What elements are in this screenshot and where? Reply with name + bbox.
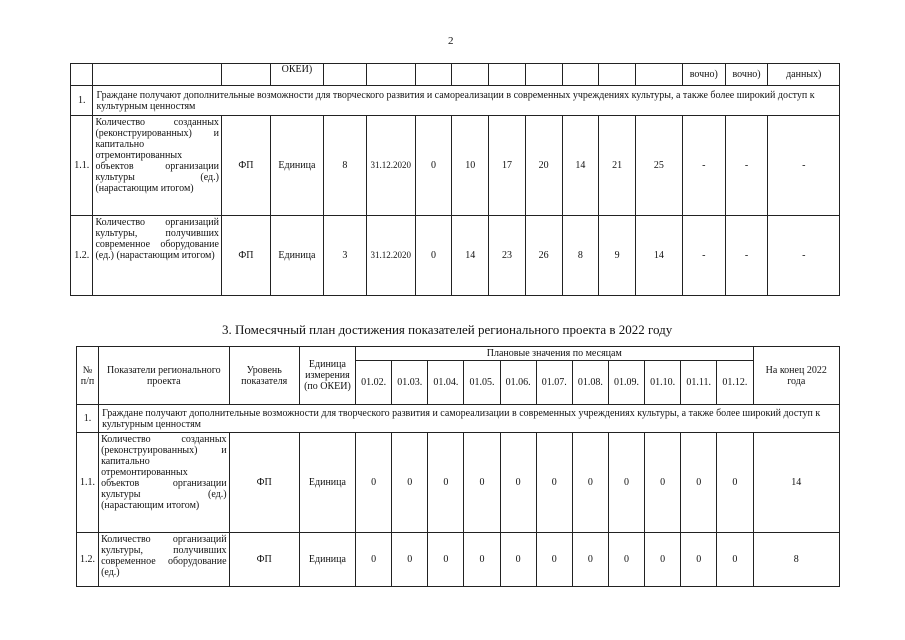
- value-cell: -: [682, 116, 725, 216]
- header-cell: вочно): [725, 64, 768, 86]
- header-cell: вочно): [682, 64, 725, 86]
- month-header: 01.12.: [717, 361, 753, 405]
- indicator-name: Количество организаций культуры, получивших современное оборудование (ед.): [99, 533, 229, 587]
- month-header: 01.07.: [536, 361, 572, 405]
- header-cell: [366, 64, 415, 86]
- header-unit: Единица измерения (по ОКЕИ): [299, 347, 355, 405]
- header-indicator: Показатели регионального проекта: [99, 347, 229, 405]
- row-number: 1.2.: [77, 533, 99, 587]
- value-cell: 0: [500, 433, 536, 533]
- value-cell: 9: [599, 216, 636, 296]
- indicator-unit: Единица: [270, 116, 323, 216]
- month-header: 01.10.: [645, 361, 681, 405]
- indicator-level: ФП: [221, 116, 270, 216]
- value-cell: 0: [500, 533, 536, 587]
- header-planned: Плановые значения по месяцам: [356, 347, 753, 361]
- page-number: 2: [448, 35, 454, 47]
- value-cell: 0: [608, 533, 644, 587]
- value-cell: 0: [415, 116, 452, 216]
- indicator-unit: Единица: [299, 533, 355, 587]
- indicator-name: Количество организаций культуры, получивших современное оборудование (ед.) (нарастающим итогом): [93, 216, 222, 296]
- value-cell: 21: [599, 116, 636, 216]
- header-cell: [415, 64, 452, 86]
- value-cell: -: [682, 216, 725, 296]
- header-cell: данных): [768, 64, 840, 86]
- value-cell: 0: [356, 433, 392, 533]
- indicators-table-continued: [70, 63, 840, 296]
- header-cell: [323, 64, 366, 86]
- value-cell: 0: [645, 533, 681, 587]
- header-cell: [71, 64, 93, 86]
- indicator-unit: Единица: [270, 216, 323, 296]
- value-cell: 0: [415, 216, 452, 296]
- month-header: 01.11.: [681, 361, 717, 405]
- table-row: [71, 116, 840, 216]
- month-header: 01.04.: [428, 361, 464, 405]
- value-cell: -: [725, 116, 768, 216]
- value-cell: 0: [392, 433, 428, 533]
- value-cell: 0: [572, 533, 608, 587]
- value-cell: 14: [635, 216, 682, 296]
- value-cell: 14: [452, 216, 489, 296]
- header-cell: [452, 64, 489, 86]
- header-cell: [599, 64, 636, 86]
- value-cell: 10: [452, 116, 489, 216]
- value-cell: 0: [464, 433, 500, 533]
- indicator-level: ФП: [229, 533, 299, 587]
- table-row: [77, 533, 840, 587]
- month-header: 01.08.: [572, 361, 608, 405]
- goal-text: Граждане получают дополнительные возможности для творческого развития и самореализации в современных учреждениях культуры, а также более широкий доступ к культурным ценностям: [99, 405, 840, 433]
- month-header: 01.09.: [608, 361, 644, 405]
- header-end: На конец 2022 года: [753, 347, 839, 405]
- value-cell: 0: [392, 533, 428, 587]
- month-header: 01.02.: [356, 361, 392, 405]
- end-value: 14: [753, 433, 839, 533]
- base-value: 3: [323, 216, 366, 296]
- value-cell: 0: [717, 533, 753, 587]
- indicator-name: Количество созданных (реконструированных) и капитально отремонтированных объектов организации культуры (ед.) (нарастающим итогом): [99, 433, 229, 533]
- month-header: 01.03.: [392, 361, 428, 405]
- header-num: № п/п: [77, 347, 99, 405]
- value-cell: -: [725, 216, 768, 296]
- header-cell: [635, 64, 682, 86]
- indicator-unit: Единица: [299, 433, 355, 533]
- row-number: 1.1.: [77, 433, 99, 533]
- header-cell: [93, 64, 222, 86]
- value-cell: 0: [608, 433, 644, 533]
- goal-number: 1.: [71, 86, 93, 116]
- base-value: 8: [323, 116, 366, 216]
- indicator-level: ФП: [229, 433, 299, 533]
- value-cell: 23: [489, 216, 526, 296]
- goal-text: Граждане получают дополнительные возможности для творческого развития и самореализации в современных учреждениях культуры, а также более широкий доступ к культурным ценностям: [93, 86, 840, 116]
- base-date: 31.12.2020: [366, 216, 415, 296]
- indicator-name: Количество созданных (реконструированных) и капитально отремонтированных объектов организации культуры (ед.) (нарастающим итогом): [93, 116, 222, 216]
- value-cell: 0: [681, 433, 717, 533]
- month-header: 01.06.: [500, 361, 536, 405]
- indicator-level: ФП: [221, 216, 270, 296]
- value-cell: 0: [681, 533, 717, 587]
- row-number: 1.2.: [71, 216, 93, 296]
- value-cell: 8: [562, 216, 599, 296]
- header-level: Уровень показателя: [229, 347, 299, 405]
- value-cell: 0: [428, 533, 464, 587]
- goal-row: [71, 86, 840, 116]
- header-cell: [562, 64, 599, 86]
- value-cell: 0: [717, 433, 753, 533]
- value-cell: 25: [635, 116, 682, 216]
- base-date: 31.12.2020: [366, 116, 415, 216]
- value-cell: 0: [536, 533, 572, 587]
- value-cell: 26: [525, 216, 562, 296]
- goal-row: [77, 405, 840, 433]
- value-cell: 20: [525, 116, 562, 216]
- goal-number: 1.: [77, 405, 99, 433]
- value-cell: -: [768, 216, 840, 296]
- value-cell: 0: [464, 533, 500, 587]
- value-cell: 0: [428, 433, 464, 533]
- value-cell: 0: [645, 433, 681, 533]
- value-cell: 0: [572, 433, 608, 533]
- header-cell: ОКЕИ): [270, 64, 323, 86]
- row-number: 1.1.: [71, 116, 93, 216]
- header-tail-row: [71, 64, 840, 86]
- header-cell: [525, 64, 562, 86]
- value-cell: 14: [562, 116, 599, 216]
- value-cell: 17: [489, 116, 526, 216]
- table-row: [77, 433, 840, 533]
- value-cell: 0: [356, 533, 392, 587]
- section-title: 3. Помесячный план достижения показателей регионального проекта в 2022 году: [222, 322, 673, 337]
- month-header: 01.05.: [464, 361, 500, 405]
- value-cell: -: [768, 116, 840, 216]
- monthly-plan-table: [76, 346, 840, 587]
- header-row: [77, 347, 840, 361]
- value-cell: 0: [536, 433, 572, 533]
- header-cell: [489, 64, 526, 86]
- header-cell: [221, 64, 270, 86]
- table-row: [71, 216, 840, 296]
- end-value: 8: [753, 533, 839, 587]
